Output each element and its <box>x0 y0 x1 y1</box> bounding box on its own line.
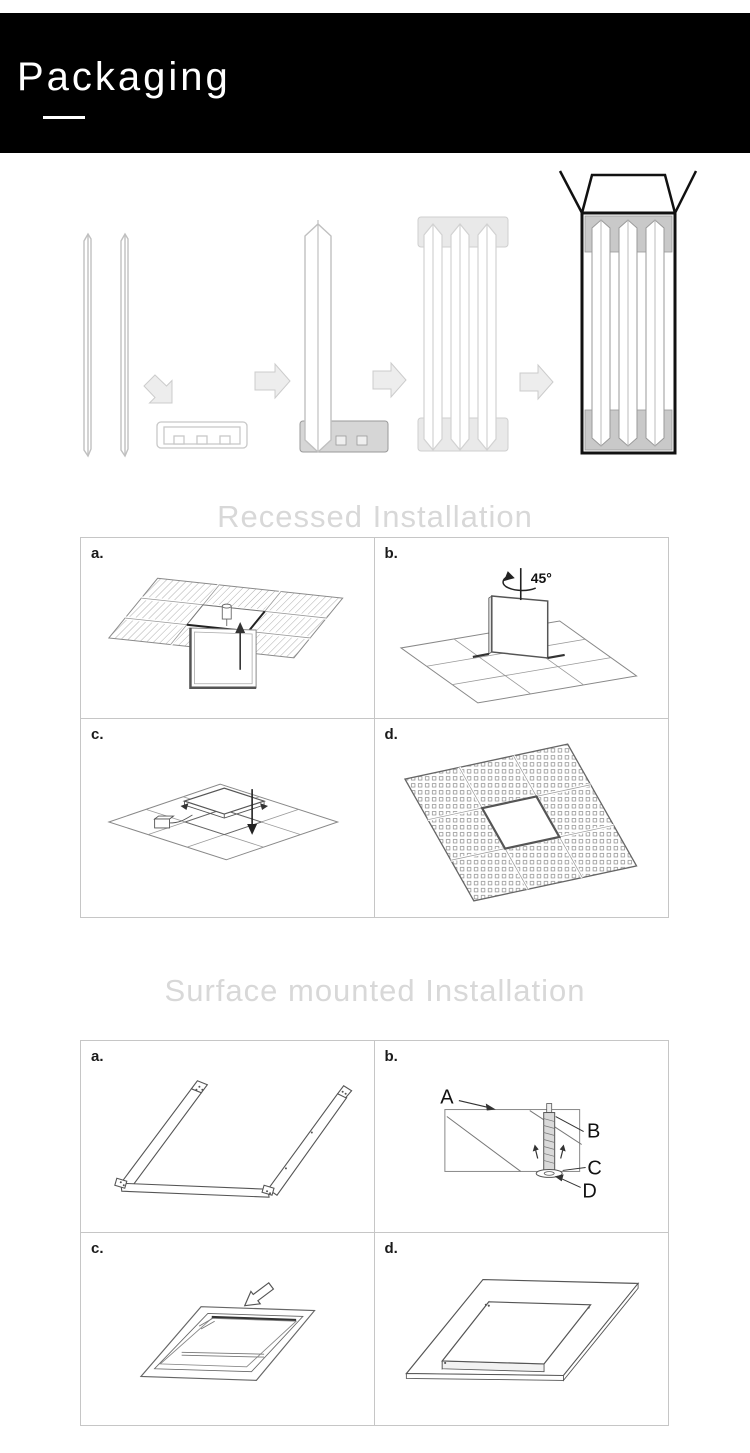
recessed-step-a-diagram <box>81 538 374 718</box>
surface-steps-grid <box>80 1040 669 1426</box>
recessed-step-b-diagram <box>375 538 669 718</box>
surface-step-d-cell <box>375 1233 669 1425</box>
rotation-angle-label: 45° <box>530 570 552 587</box>
step-label: b. <box>384 545 398 562</box>
callout-a-label: A <box>439 1086 454 1109</box>
surface-step-b-diagram <box>375 1041 669 1232</box>
callout-b-label: B <box>586 1120 600 1143</box>
stacked-panels-in-foam-icon <box>418 217 508 451</box>
step-label: b. <box>384 1048 398 1065</box>
step-arrow-icon <box>255 364 290 398</box>
packaging-flow-diagram <box>0 160 750 460</box>
recessed-step-c-diagram <box>81 719 374 917</box>
surface-step-d-diagram <box>375 1233 669 1425</box>
step-arrow-icon <box>144 375 172 403</box>
recessed-step-d-cell <box>375 719 669 917</box>
callout-c-label: C <box>586 1157 602 1180</box>
surface-step-c-cell <box>81 1233 375 1425</box>
recessed-section-heading: Recessed Installation <box>217 499 533 534</box>
recessed-step-a-cell <box>81 538 375 719</box>
page-title: Packaging <box>17 55 231 99</box>
packed-carton-box-icon <box>560 171 696 453</box>
step-label: c. <box>91 726 104 743</box>
recessed-step-c-cell <box>81 719 375 917</box>
foam-tray-icon <box>157 422 247 448</box>
panel-pair-icon <box>84 234 128 456</box>
surface-step-b-cell <box>375 1041 669 1233</box>
step-label: a. <box>91 545 104 562</box>
recessed-step-d-diagram <box>375 719 669 917</box>
step-arrow-icon <box>520 365 553 399</box>
title-underline <box>43 116 85 119</box>
recessed-steps-grid <box>80 537 669 918</box>
panel-in-foam-tray-icon <box>300 220 388 452</box>
insert-arrow-icon <box>245 1283 274 1306</box>
surface-section-heading: Surface mounted Installation <box>164 973 586 1008</box>
recessed-step-b-cell <box>375 538 669 719</box>
callout-d-label: D <box>581 1180 597 1203</box>
surface-step-a-diagram <box>81 1041 374 1232</box>
step-label: c. <box>91 1240 104 1257</box>
surface-step-c-diagram <box>81 1233 374 1425</box>
surface-step-a-cell <box>81 1041 375 1233</box>
packaging-header-band <box>0 13 750 153</box>
step-label: d. <box>384 726 398 743</box>
step-label: d. <box>384 1240 398 1257</box>
step-label: a. <box>91 1048 104 1065</box>
step-arrow-icon <box>373 363 406 397</box>
